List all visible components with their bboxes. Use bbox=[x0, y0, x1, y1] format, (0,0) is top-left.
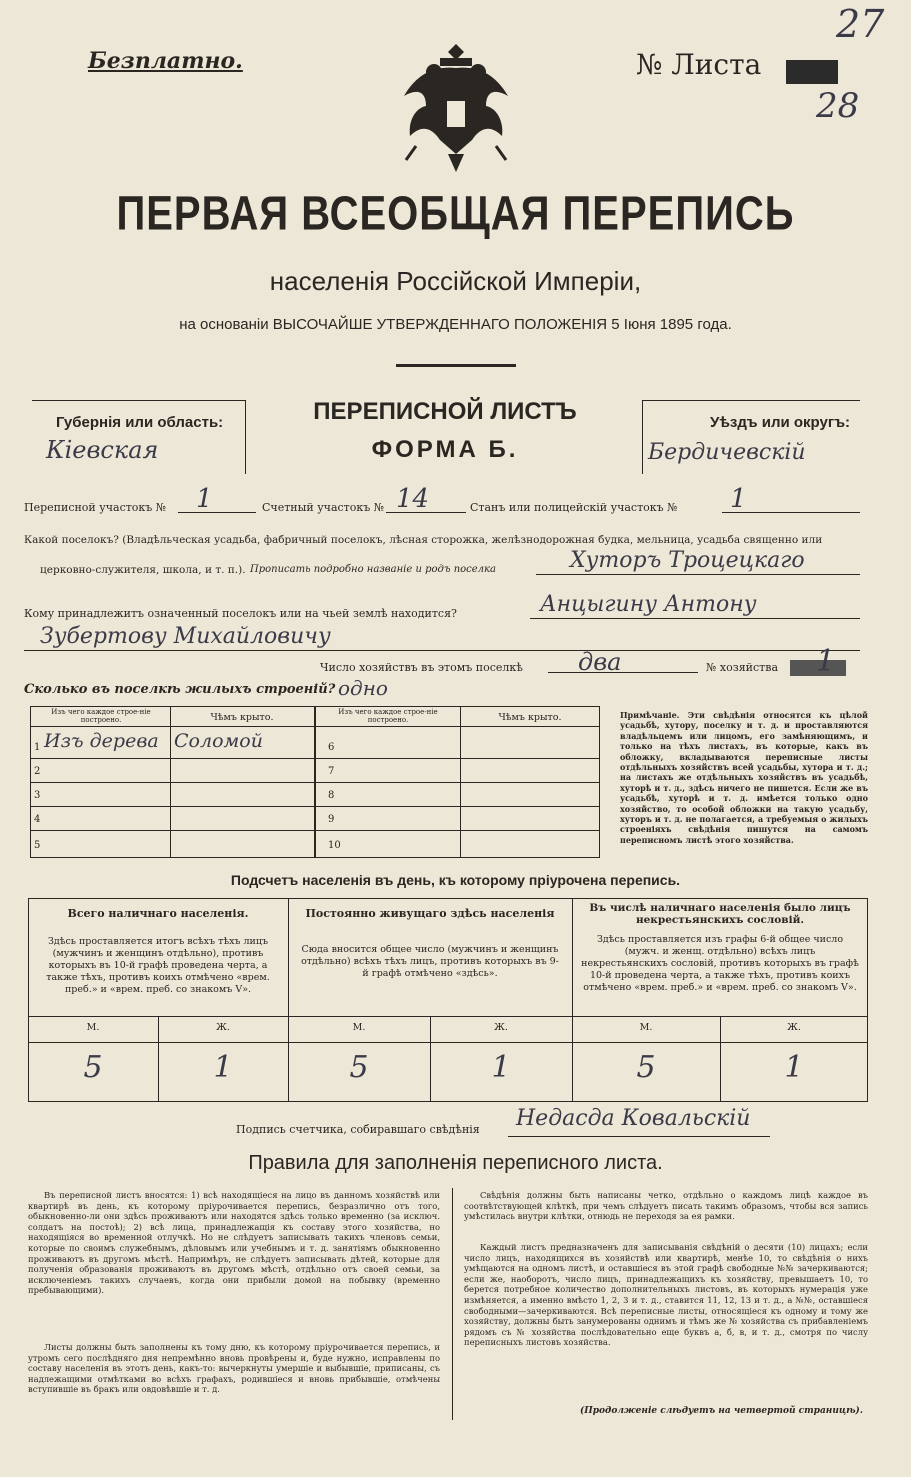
owner-value-2: Зубертову Михайловичу bbox=[40, 624, 331, 649]
zh-label: Ж. bbox=[787, 1022, 801, 1033]
count-value: 1 bbox=[491, 1050, 511, 1085]
count-value: 5 bbox=[83, 1050, 103, 1085]
subtitle: населенія Россійской Имперіи, bbox=[269, 266, 642, 296]
col3-text: Здѣсь проставляется изъ графы 6-й общее число (мужч. и женщ. отдѣльно) всѣхъ лицъ некрестьянскихъ сословій, противъ которыхъ въ графѣ 10-й проведена черта, а также тѣхъ, противъ коихъ отмѣчено «врем. преб.» и «врем. преб. со знакомъ V». bbox=[581, 934, 859, 993]
count-value: 1 bbox=[784, 1050, 804, 1085]
col-roof-right: Чѣмъ крыто. bbox=[498, 712, 562, 723]
poselok-instruction: Прописать подробно названіе и родъ поселка bbox=[250, 564, 496, 575]
row-number: 7 bbox=[328, 766, 335, 777]
imperial-eagle-icon bbox=[396, 36, 516, 176]
poselok-value: Хуторъ Троцецкаго bbox=[570, 548, 805, 573]
row-number: 8 bbox=[328, 790, 335, 801]
note-title: Примѣчаніе. bbox=[620, 710, 680, 720]
col3-title: Въ числѣ наличнаго населенія было лицъ некрестьянскихъ сословій. bbox=[589, 902, 851, 926]
schetny-uchastok-label: Счетный участокъ № bbox=[262, 501, 385, 514]
rules-left-p2: Листы должны быть заполнены къ тому дню, къ которому пріурочивается перепись, и утромъ сего послѣдняго дня непремѣнно вновь провѣрены и, буде нужно, исправлены по составу населенія въ этотъ день, какъ-то: вычеркнуты умершіе и выбывшіе, приписаны, съ надлежащими отмѣтками во всѣхъ графахъ, родившіеся и вновь прибывшіе, отмѣчены вступившіе въ бракъ или овдовѣвшіе и т. д. bbox=[28, 1342, 440, 1395]
row1-material: Изъ дерева bbox=[44, 730, 159, 752]
row-number: 9 bbox=[328, 814, 335, 825]
count-value: 5 bbox=[636, 1050, 656, 1085]
household-no-label: № хозяйства bbox=[706, 661, 778, 674]
gubernia-label: Губернія или область: bbox=[56, 414, 224, 431]
row-number: 2 bbox=[34, 766, 41, 777]
row-number: 10 bbox=[328, 840, 341, 851]
col2-title: Постоянно живущаго здѣсь населенія bbox=[305, 907, 555, 920]
household-no-value: 1 bbox=[816, 644, 836, 679]
stan-value: 1 bbox=[730, 484, 747, 514]
form-heading: ПЕРЕПИСНОЙ ЛИСТЪ bbox=[313, 398, 577, 425]
row-number: 3 bbox=[34, 790, 41, 801]
signature-value: Недасда Ковальскій bbox=[516, 1106, 751, 1131]
sheet-number-handwritten: 27 bbox=[836, 2, 885, 46]
rules-continued: (Продолженіе слѣдуетъ на четвертой страницѣ). bbox=[580, 1406, 863, 1416]
divider bbox=[396, 364, 516, 367]
col-material-right: Изъ чего каждое строе-ніе построено. bbox=[338, 708, 438, 724]
count-heading: Подсчетъ населенія въ день, къ которому пріурочена перепись. bbox=[230, 872, 681, 888]
col-roof-left: Чѣмъ крыто. bbox=[210, 712, 274, 723]
buildings-label: Сколько въ поселкѣ жилыхъ строеній? bbox=[24, 682, 336, 697]
rules-left-p1: Въ переписной листъ вносятся: 1) всѣ находящіеся на лицо въ данномъ хозяйствѣ или квартирѣ въ день, къ которому пріурочивается перепись, безразлично отъ того, обыкновенно-ли они здѣсь проживаютъ или находятся здѣсь только временно (за исключ. солдатъ на постоѣ); 2) всѣ лица, принадлежащія къ составу этого хозяйства, но находящіяся во временной отлучкѣ. Но не слѣдуетъ записывать такихъ членовъ семьи, которые по своимъ служебнымъ, дѣловымъ или учебнымъ и т. д. занятіямъ обыкновенно проживаютъ въ другомъ мѣстѣ. Напримѣръ, не слѣдуетъ записывать дѣтей, которые для полученія образованія проживаютъ въ другомъ мѣстѣ, отдѣльно отъ своей семьи, за исключеніемъ такихъ случаевъ, когда они прибыли домой на побывку (временно пребывающими). bbox=[28, 1190, 440, 1296]
main-title: ПЕРВАЯ ВСЕОБЩАЯ ПЕРЕПИСЬ bbox=[116, 187, 795, 241]
uezd-value: Бердичевскій bbox=[648, 440, 806, 465]
col1-text: Здѣсь проставляется итогъ всѣхъ тѣхъ лицъ (мужчинъ и женщинъ отдѣльно), противъ которыхъ въ 10-й графѣ проведена черта, а также тѣхъ, противъ коихъ отмѣчено «врем. преб.» и «врем. преб. со знакомъ V». bbox=[46, 936, 270, 995]
zh-label: Ж. bbox=[216, 1022, 230, 1033]
row-number: 5 bbox=[34, 840, 41, 851]
buildings-value: одно bbox=[338, 676, 388, 700]
sheet-number-handwritten-2: 28 bbox=[816, 86, 860, 126]
owner-question: Кому принадлежитъ означенный поселокъ или на чьей землѣ находится? bbox=[24, 607, 457, 620]
stan-label: Станъ или полицейскій участокъ № bbox=[470, 501, 678, 514]
rules-right-p1: Свѣдѣнія должны быть написаны четко, отдѣльно о каждомъ лицѣ каждое въ соотвѣтствующей клѣткѣ, при чемъ слѣдуетъ писать такимъ образомъ, чтобы вся запись умѣстилась внутри клѣтки, отнюдь не переходя за ея рамки. bbox=[464, 1190, 868, 1222]
rules-heading: Правила для заполненія переписного листа. bbox=[248, 1152, 663, 1174]
poselok-question-2: церковно-служителя, школа, и т. п.). bbox=[40, 564, 246, 576]
count-value: 5 bbox=[349, 1050, 369, 1085]
count-value: 1 bbox=[213, 1050, 233, 1085]
m-label: М. bbox=[639, 1022, 653, 1033]
zh-label: Ж. bbox=[494, 1022, 508, 1033]
owner-value-1: Анцыгину Антону bbox=[540, 592, 757, 617]
poselok-question: Какой поселокъ? (Владѣльческая усадьба, фабричный поселокъ, лѣсная сторожка, желѣзнодорожная будка, мельница, усадьба священно или bbox=[24, 534, 823, 546]
redaction-mark bbox=[786, 60, 838, 84]
uezd-label: Уѣздъ или округъ: bbox=[710, 414, 851, 431]
m-label: М. bbox=[86, 1022, 100, 1033]
perepis-uchastok-value: 1 bbox=[196, 484, 213, 514]
note-text: Эти свѣдѣнія относятся къ цѣлой усадьбѣ, хутору, поселку и т. д. и проставляются владѣльцемъ или лицомъ, его замѣняющимъ, и только на тѣхъ листахъ, въ которые, какъ въ обложку, вкладываются переписные листы отдѣльныхъ хозяйствъ всей усадьбы, хутора и т. д.; на листахъ же отдѣльныхъ хозяйствъ въ усадьбѣ, хуторѣ и т. д., здѣсь ничего не пишется. Если же въ усадьбѣ, хуторѣ и т. д. имѣется только одно хозяйство, то особой обложки на такую усадьбу, хуторъ и т. д. не полагается, а требуемыя о жилыхъ строеніяхъ свѣдѣнія пишутся на самомъ переписномъ листѣ этого хозяйства. bbox=[620, 710, 868, 845]
col2-text: Сюда вносится общее число (мужчинъ и женщинъ отдѣльно) всѣхъ тѣхъ лицъ, противъ которыхъ въ 9-й графѣ отмѣчено «здѣсь». bbox=[301, 944, 559, 979]
row1-roof: Соломой bbox=[174, 730, 263, 752]
col1-title: Всего наличнаго населенія. bbox=[67, 907, 249, 920]
perepis-uchastok-label: Переписной участокъ № bbox=[24, 501, 167, 514]
sheet-label: № Листа bbox=[636, 48, 762, 81]
households-label: Число хозяйствъ въ этомъ поселкѣ bbox=[320, 661, 523, 674]
rules-right-p2: Каждый листъ предназначенъ для записыванія свѣдѣній о десяти (10) лицахъ; если число лицъ, находящихся въ хозяйствѣ или квартирѣ, менѣе 10, то свѣдѣнія о нихъ умѣщаются на одномъ листѣ, и оставшіеся въ этой графѣ свободные №№ зачеркиваются; если же, наоборотъ, число лицъ, принадлежащихъ къ хозяйству, превышаетъ 10, то берется потребное количество дополнительныхъ листовъ, въ которыхъ нумерація уже измѣняется, а именно вмѣсто 1, 2, 3 и т. д., ставится 11, 12, 13 и т. д., а №№, оставшіеся свободными—зачеркиваются. Всѣ переписные листы, относящіеся къ одному и тому же хозяйству, должны быть занумерованы однимъ и тѣмъ же № хозяйства съ прибавленіемъ рядомъ съ № хозяйства послѣдовательно еще буквъ а, б, в, и т. д., смотря по числу переписныхъ листовъ хозяйства. bbox=[464, 1242, 868, 1348]
free-label: Безплатно. bbox=[88, 48, 243, 74]
gubernia-value: Кіевская bbox=[46, 436, 159, 464]
m-label: М. bbox=[352, 1022, 366, 1033]
basis-line: на основаніи ВЫСОЧАЙШЕ УТВЕРЖДЕННАГО ПОЛОЖЕНІЯ 5 Іюня 1895 года. bbox=[179, 316, 732, 333]
households-value: два bbox=[578, 648, 622, 676]
form-label: ФОРМА Б. bbox=[371, 436, 519, 463]
row-number: 4 bbox=[34, 814, 41, 825]
row-number: 6 bbox=[328, 742, 335, 753]
row-number: 1 bbox=[34, 742, 41, 753]
signature-label: Подпись счетчика, собиравшаго свѣдѣнія bbox=[236, 1123, 480, 1136]
buildings-note bbox=[620, 710, 868, 845]
schetny-uchastok-value: 14 bbox=[396, 484, 430, 514]
col-material-left: Изъ чего каждое строе-ніе построено. bbox=[51, 708, 151, 724]
